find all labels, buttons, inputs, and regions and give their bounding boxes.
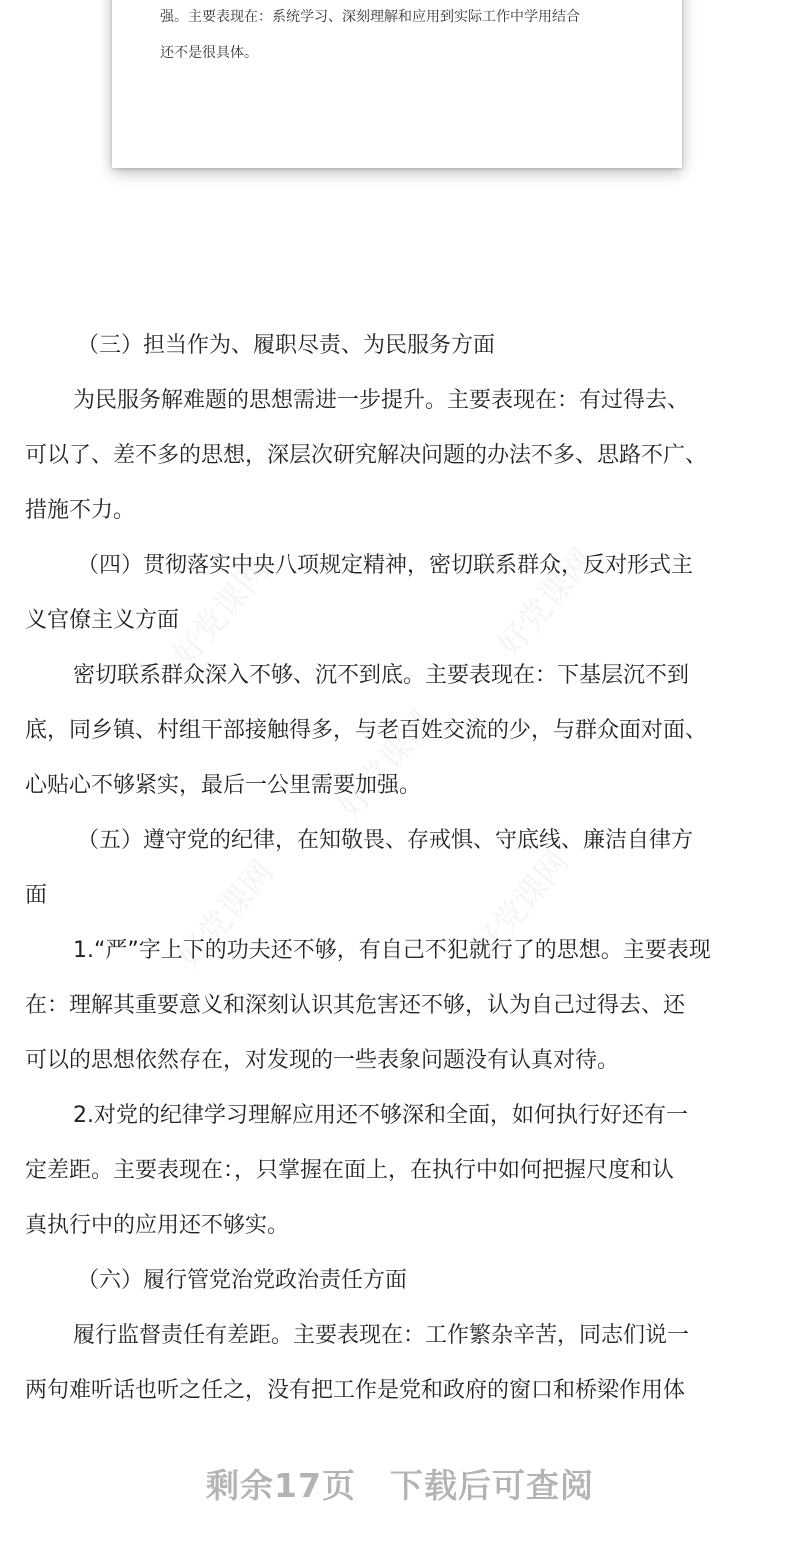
remaining-pages-label: 剩余17页 (206, 1466, 356, 1505)
watermark-text: 好党课网 (464, 843, 577, 966)
preview-text-line: 强。主要表现在：系统学习、深刻理解和应用到实际工作中学用结合 (160, 9, 580, 25)
section-heading: 面 (25, 883, 48, 908)
paragraph-line: 为民服务解难题的思想需进一步提升。主要表现在：有过得去、 (73, 388, 690, 413)
paragraph-line: 底，同乡镇、村组干部接触得多，与老百姓交流的少，与群众面对面、 (25, 718, 708, 743)
paragraph-line: 真执行中的应用还不够实。 (25, 1213, 290, 1238)
paragraph-line: 措施不力。 (25, 498, 136, 523)
section-heading: （三）担当作为、履职尽责、为民服务方面 (77, 333, 496, 358)
section-heading: （五）遵守党的纪律，在知敬畏、存戒惧、守底线、廉洁自律方 (77, 828, 694, 853)
watermark-text: 好党课网 (169, 853, 282, 976)
paragraph-line: 可以的思想依然存在，对发现的一些表象问题没有认真对待。 (25, 1048, 620, 1073)
remaining-pages-prompt[interactable] (0, 1458, 800, 1514)
paragraph-line: 2.对党的纪律学习理解应用还不够深和全面，如何执行好还有一 (73, 1103, 688, 1128)
section-heading: （六）履行管党治党政治责任方面 (77, 1268, 408, 1293)
paragraph-line: 两句难听话也听之任之，没有把工作是党和政府的窗口和桥梁作用体 (25, 1378, 686, 1403)
paragraph-line: 在：理解其重要意义和深刻认识其危害还不够，认为自己过得去、还 (25, 993, 686, 1018)
watermark-text: 好党课网 (329, 703, 442, 826)
section-heading: 义官僚主义方面 (25, 608, 180, 633)
paragraph-line: 履行监督责任有差距。主要表现在：工作繁杂辛苦，同志们说一 (73, 1323, 690, 1348)
section-heading: （四）贯彻落实中央八项规定精神，密切联系群众，反对形式主 (77, 553, 694, 578)
paragraph-line: 定差距。主要表现在：，只掌握在面上，在执行中如何把握尺度和认 (25, 1158, 675, 1183)
paragraph-line: 心贴心不够紧实，最后一公里需要加强。 (25, 773, 422, 798)
paragraph-line: 1.“严”字上下的功夫还不够，有自己不犯就行了的思想。主要表现 (73, 938, 711, 963)
preview-text-line: 还不是很具体。 (160, 45, 258, 61)
download-to-view-label[interactable]: 下载后可查阅 (389, 1466, 594, 1505)
paragraph-line: 密切联系群众深入不够、沉不到底。主要表现在：下基层沉不到 (73, 663, 690, 688)
paragraph-line: 可以了、差不多的思想，深层次研究解决问题的办法不多、思路不广、 (25, 443, 708, 468)
preview-page-card (112, 0, 682, 168)
watermark-text: 好党课网 (489, 541, 602, 664)
watermark-text: 好党课网 (164, 551, 277, 674)
